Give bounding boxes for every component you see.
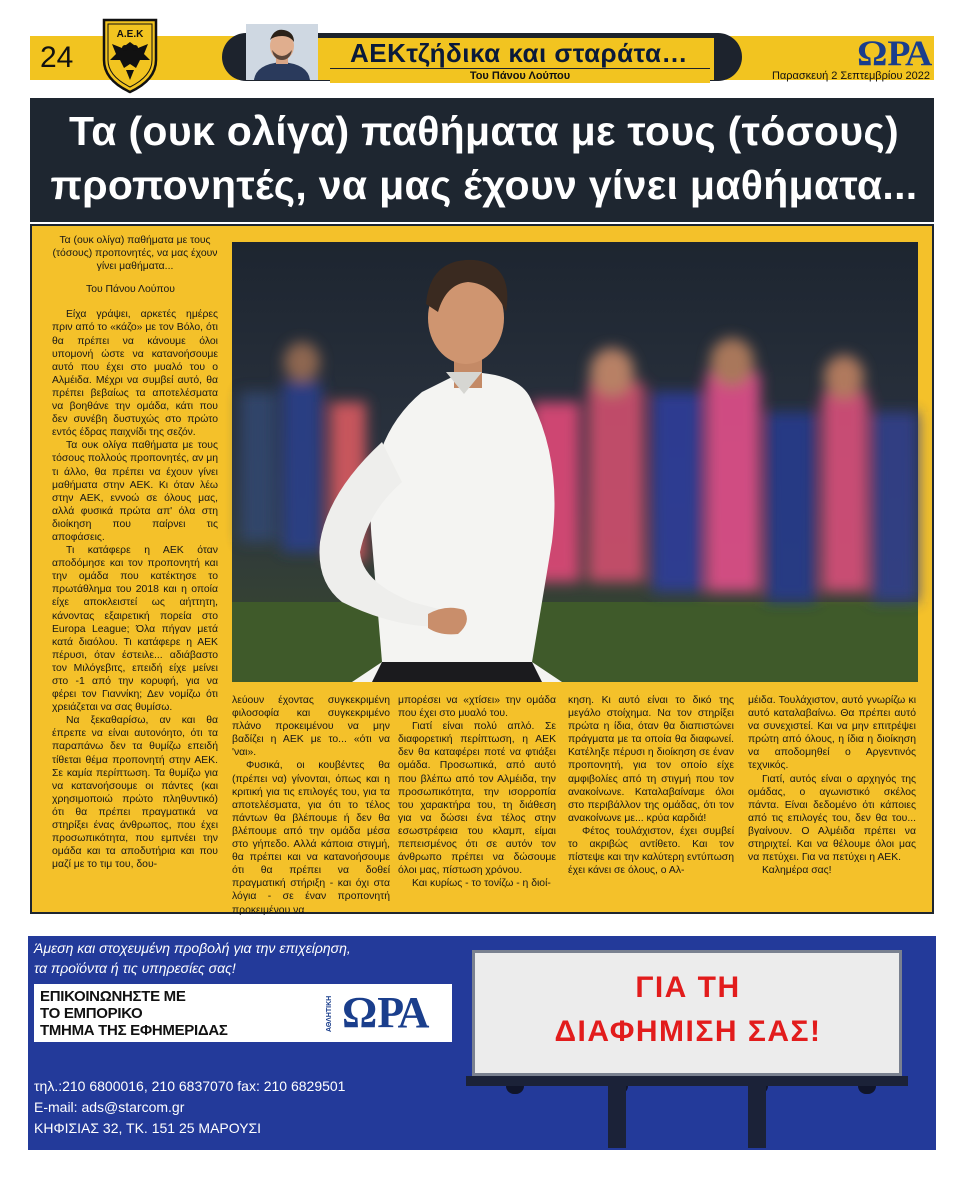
billboard-text bbox=[480, 966, 896, 1066]
article-paragraph: λεύουν έχοντας συγκεκριμένη φιλοσοφία και συγκεκριμένο πλάνο προκειμένου να μην βαδίζει η ΑΕΚ με το... «ότι να 'ναι». bbox=[232, 695, 390, 759]
ad-tagline-line-1: Άμεση και στοχευμένη προβολή για την επιχείρηση, bbox=[34, 940, 351, 956]
ad-contact-line-3: ΤΜΗΜΑ ΤΗΣ ΕΦΗΜΕΡΙΔΑΣ bbox=[40, 1022, 228, 1039]
page-number: 24 bbox=[40, 41, 74, 74]
article-column-3 bbox=[398, 694, 556, 904]
article-paragraph: Και κυρίως - το τονίζω - η διοί- bbox=[412, 878, 551, 890]
article-sign-off: Καλημέρα σας! bbox=[762, 865, 832, 877]
ad-contact-details bbox=[34, 1076, 464, 1146]
issue-date: Παρασκευή 2 Σεπτεμβρίου 2022 bbox=[771, 70, 930, 82]
newspaper-logo: ΩΡΑ bbox=[857, 33, 933, 73]
column-title: ΑΕΚτζήδικα και σταράτα… bbox=[350, 38, 688, 68]
billboard-line-1: ΓΙΑ ΤΗ bbox=[635, 971, 741, 1004]
ad-address: ΚΗΦΙΣΙΑΣ 32, ΤΚ. 151 25 ΜΑΡΟΥΣΙ bbox=[34, 1120, 262, 1136]
article-paragraph: Τι κατάφερε η ΑΕΚ όταν αποδόμησε και τον προπονητή και την ομάδα που κατέκτησε το πρωτάθλημα του 2018 και η οποία είχε αποκλειστεί ως αήττητη, κάνοντας εξαιρετική πορεία στο Europa League; Όλα πήγαν μετά κατά διαόλου. Τι κατάφερε η ΑΕΚ πέρυσι, όταν έστειλε... αδιάβαστο τον Μιλόγεβιτς, επειδή είχε μείνει στο -1 από την κορυφή, για να φέρει τον Γιαννίκη; Δεν νομίζω ότι χρειάζεται να σας θυμίσω. bbox=[52, 545, 218, 714]
article-paragraph: Είχα γράψει, αρκετές ημέρες πριν από το «κάζο» με τον Βόλο, ότι θα πρέπει να κάνουμε όλοι υπομονή ώστε να κατανοήσουμε αυτό που έχει στο μυαλό του ο Αλμέιδα. Μέχρι να συμβεί αυτό, θα πρέπει βεβαίως τα αποτελέσματα να βοηθάνε την ομάδα, κάτι που δεν συνέβη δυστυχώς στο πρώτο εντός έδρας παιχνίδι της σεζόν. bbox=[52, 309, 218, 439]
article-paragraph: Τα ουκ ολίγα παθήματα με τους τόσους πολλούς προπονητές, αν μη τι άλλο, θα πρέπει να έχουν γίνει μαθήματα στην ΑΕΚ. Κι όταν λέω στην ΑΕΚ, εννοώ σε όλους μας, αλλά φυσικά πρώτα απ' όλα στη διοίκηση που παίρνει τις αποφάσεις. bbox=[52, 440, 218, 543]
column-author: Του Πάνου Λούπου bbox=[330, 68, 710, 83]
article-column-4 bbox=[568, 694, 734, 904]
article-paragraph: Φυσικά, οι κουβέντες θα (πρέπει να) γίνονται, όπως και η κριτική για τις επιλογές του, για τα αποτελέσματα, για ότι το τέλος πάντων θα βλέπουμε ή δεν θα βλέπουμε από την ομάδα μέσα στο γήπεδο. Αλλά κάποια στιγμή, θα πρέπει και να κατανοήσουμε ότι θα πρέπει να δοθεί πραγματική στήριξη - και όχι στα λόγια - σε έναν προπονητή προκειμένου να bbox=[232, 760, 390, 916]
article-column-5 bbox=[748, 694, 916, 904]
article-paragraph: Να ξεκαθαρίσω, αν και θα έπρεπε να είναι αυτονόητο, ότι τα παραπάνω δεν τα θυμίζω επειδή τίθεται θέμα προπονητή στην ΑΕΚ. Σε καμία περίπτωση. Τα θυμίζω για να κατανοήσουμε οι πάντες (και χρησιμοποιώ πρώτο πληθυντικό) ότι θα πρέπει πραγματικά να στηρίξει ένας άνθρωπος, που έχει προσωπικότητα, που εμπνέει την ομάδα και τα αποδυτήρια και που μαζί με το τιμ του, δου- bbox=[52, 715, 218, 871]
headline-line-2: προπονητές, να μας έχουν γίνει μαθήματα... bbox=[50, 162, 918, 208]
article-paragraph: μέιδα. Τουλάχιστον, αυτό γνωρίζω κι αυτό καταλαβαίνω. Θα πρέπει αυτό να συνεχιστεί. Και να μην επιτρέψει πρώτη από όλους, η ίδια η διοίκηση να αποδομηθεί ο Αργεντινός τεχνικός. bbox=[748, 695, 916, 772]
billboard-pole bbox=[608, 1086, 626, 1148]
ad-phones: τηλ.:210 6800016, 210 6837070 fax: 210 6829501 bbox=[34, 1078, 346, 1094]
article-paragraph: μπορέσει να «χτίσει» την ομάδα που έχει στο μυαλό του. bbox=[398, 695, 556, 720]
article-column-2 bbox=[232, 694, 390, 916]
aek-crest-logo bbox=[98, 14, 162, 94]
ad-email[interactable]: E-mail: ads@starcom.gr bbox=[34, 1099, 185, 1115]
ad-logo-sidetext: ΑΘΛΗΤΙΚΗ bbox=[326, 995, 333, 1033]
billboard-pole bbox=[748, 1086, 766, 1148]
article-paragraph: Γιατί είναι πολύ απλό. Σε διαφορετική περίπτωση, η ΑΕΚ δεν θα καταφέρει ποτέ να φτιάξει ομάδα. Προσωπικά, από αυτό που βλέπω από τον Αλμέιδα, την προσωπικότητα, την ισορροπία του χαρακτήρα του, τη διάθεση για να δώσει ένα τέλος στην εσωστρέφεια του κλαμπ, είμαι πεπεισμένος ότι σε αυτόν τον άνθρωπο πρέπει να δώσουμε όλοι μας, πίστωση χρόνου. bbox=[398, 721, 556, 877]
ad-contact-line-1: ΕΠΙΚΟΙΝΩΝΗΣΤΕ ΜΕ bbox=[40, 988, 186, 1005]
billboard-walkway bbox=[466, 1076, 908, 1086]
article-paragraph: Γιατί, αυτός είναι ο αρχηγός της ομάδας, ο αγωνιστικό σκέλος πάντα. Είναι δεδομένο ότι κάποιες από τις επιλογές του, δεν θα του... βγαίνουν. Ο Αλμέιδα πρέπει να στηριχτεί. Και να θέλουμε όλοι μας να πετύχει. Για να πετύχει η ΑΕΚ. bbox=[748, 773, 916, 864]
billboard-line-2: ΔΙΑΦΗΜΙΣΗ ΣΑΣ! bbox=[554, 1015, 822, 1048]
article-byline: Του Πάνου Λούπου bbox=[86, 284, 175, 296]
ad-tagline bbox=[34, 938, 464, 978]
article-paragraph: κηση. Κι αυτό είναι το δικό της μεγάλο στοίχημα. Να τον στηρίξει πρώτα η ίδια, όταν θα διαπιστώνει πράγματα με τα οποία θα διαφωνεί. Κατέληξε πέρυσι η διοίκηση σε έναν προπονητή, για τον οποίο είχε αμφιβολίες από τη στιγμή που τον ανακοίνωνε. Καταλαβαίναμε όλοι στο περιβάλλον της ομάδας, ότι τον ανακοίνωνε με... κρύα καρδιά! bbox=[568, 695, 734, 824]
article-column-1 bbox=[52, 234, 218, 894]
crest-letters: Α.Ε.Κ bbox=[116, 29, 144, 40]
headline-line-1: Τα (ουκ ολίγα) παθήματα με τους (τόσους) bbox=[68, 108, 900, 154]
headline bbox=[44, 104, 924, 216]
author-avatar bbox=[246, 24, 318, 80]
ad-newspaper-logo: ΩΡΑ bbox=[342, 988, 430, 1037]
article-paragraph: Φέτος τουλάχιστον, έχει συμβεί το ακριβώς αντίθετο. Και τον πίστεψε και την καλύτερη εντύπωση έχει κάνει σε όλους, ο Αλ- bbox=[568, 825, 734, 877]
article-photo bbox=[232, 242, 918, 682]
article-lede: Τα (ουκ ολίγα) παθήματα με τους (τόσους) προπονητές, να μας έχουν γίνει μαθήματα... bbox=[52, 235, 218, 273]
ad-contact-text bbox=[40, 988, 280, 1042]
ad-tagline-line-2: τα προϊόντα ή τις υπηρεσίες σας! bbox=[34, 960, 236, 976]
ad-contact-line-2: ΤΟ ΕΜΠΟΡΙΚΟ bbox=[40, 1005, 143, 1022]
